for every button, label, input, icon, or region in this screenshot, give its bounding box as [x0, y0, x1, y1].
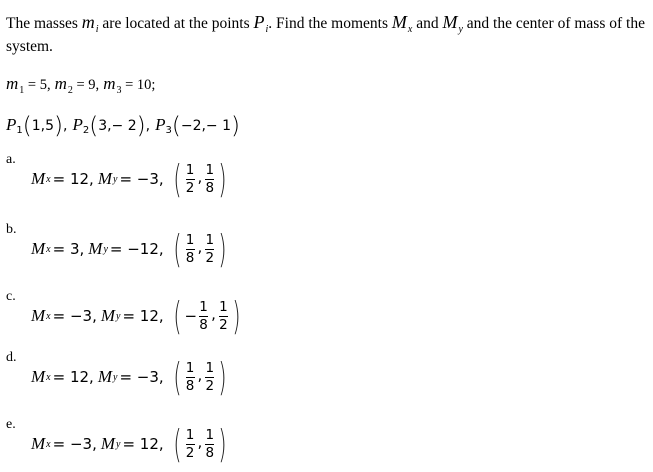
option-letter: d.	[6, 350, 17, 365]
my-value: = −3,	[119, 368, 164, 386]
mass-sub: 2	[67, 85, 73, 96]
paren-right: )	[232, 294, 241, 338]
paren-right: )	[54, 113, 63, 139]
fraction-y	[205, 163, 214, 196]
my-value: = −3,	[119, 170, 164, 188]
point-sub: 3	[165, 125, 172, 136]
frac-num: 1	[185, 231, 195, 248]
paren-right: )	[218, 227, 227, 271]
sub-y: y	[458, 24, 463, 35]
frac-num: 1	[185, 426, 195, 443]
paren-left: (	[173, 227, 182, 271]
mass-var: m	[6, 74, 19, 93]
paren-right: )	[218, 422, 227, 466]
center-of-mass	[170, 227, 230, 271]
my-sub: y	[103, 243, 108, 255]
center-of-mass	[170, 157, 230, 201]
masses-line	[6, 74, 159, 96]
frac-den: 2	[205, 249, 215, 266]
mx-value: = −3,	[52, 307, 97, 325]
question-text: and	[416, 15, 439, 32]
paren-right: )	[218, 157, 227, 201]
frac-num: 1	[205, 426, 215, 443]
option-letter: e.	[6, 417, 16, 432]
point-coords: −2,− 1	[180, 118, 232, 134]
frac-num: 1	[219, 298, 228, 315]
my-value: = 12,	[122, 435, 164, 453]
var-my: M	[442, 12, 458, 32]
mx-sub: x	[46, 371, 51, 383]
question-line-2: system.	[6, 38, 53, 55]
point-coords: 1,5	[31, 118, 55, 134]
comma: ,	[197, 168, 203, 186]
frac-den: 2	[219, 316, 228, 333]
mx-var: M	[31, 434, 46, 453]
frac-den: 8	[205, 444, 215, 461]
frac-den: 8	[185, 249, 195, 266]
var-p: P	[253, 12, 265, 32]
my-sub: y	[116, 310, 121, 322]
my-value: = 12,	[122, 307, 164, 325]
point-sep: ,	[145, 118, 151, 134]
question-line-1	[6, 12, 645, 35]
my-var: M	[97, 169, 112, 188]
fraction-y	[205, 428, 214, 461]
points-line	[6, 113, 245, 139]
question-text: . Find the moments	[268, 15, 388, 32]
point-sub: 1	[16, 125, 23, 136]
frac-den: 2	[185, 179, 195, 196]
frac-den: 8	[185, 377, 195, 394]
mx-var: M	[31, 239, 46, 258]
mx-var: M	[31, 306, 46, 325]
question-text: are located at the points	[102, 15, 250, 32]
mx-var: M	[31, 367, 46, 386]
my-var: M	[100, 434, 116, 453]
mx-value: = 3,	[52, 240, 85, 258]
var-mx: M	[391, 12, 407, 32]
mass-value: = 5,	[24, 77, 51, 93]
mass-sub: 3	[116, 85, 122, 96]
my-sub: y	[113, 173, 118, 185]
var-m: m	[81, 12, 95, 32]
mx-var: M	[31, 169, 46, 188]
fraction-x	[186, 428, 195, 461]
option-e-answer[interactable]	[31, 422, 230, 466]
paren-left: (	[22, 113, 32, 139]
my-value: = −12,	[109, 240, 164, 258]
mass-var: m	[103, 74, 116, 93]
frac-sign: −	[184, 307, 198, 325]
frac-num: 1	[199, 298, 208, 315]
option-c-answer[interactable]	[31, 294, 244, 338]
frac-num: 1	[185, 359, 195, 376]
option-letter: a.	[6, 152, 16, 167]
option-d-answer[interactable]	[31, 355, 230, 399]
frac-den: 8	[205, 179, 215, 196]
center-of-mass	[170, 422, 230, 466]
paren-left: (	[173, 355, 182, 399]
mx-sub: x	[46, 173, 51, 185]
mx-sub: x	[46, 438, 51, 450]
option-letter: b.	[6, 222, 17, 237]
frac-den: 8	[199, 316, 208, 333]
fraction-y	[219, 300, 228, 333]
paren-right: )	[218, 355, 227, 399]
fraction-x	[186, 233, 195, 266]
question-text: and the center of mass of the	[466, 15, 645, 32]
mx-value: = 12,	[52, 170, 94, 188]
my-sub: y	[116, 438, 121, 450]
my-var: M	[100, 306, 116, 325]
paren-right: )	[136, 113, 146, 139]
mass-value: = 9,	[72, 77, 100, 93]
frac-den: 2	[205, 377, 215, 394]
fraction-x	[186, 361, 195, 394]
comma: ,	[197, 433, 203, 451]
sub-i: i	[265, 24, 269, 35]
point-var: P	[155, 115, 166, 134]
frac-num: 1	[185, 161, 195, 178]
paren-right: )	[231, 113, 241, 139]
point-var: P	[6, 115, 17, 134]
mass-var: m	[54, 74, 67, 93]
point-var: P	[72, 115, 83, 134]
comma: ,	[197, 366, 203, 384]
my-var: M	[88, 239, 103, 258]
center-of-mass	[170, 355, 230, 399]
paren-left: (	[173, 157, 182, 201]
mx-value: = 12,	[52, 368, 94, 386]
mx-sub: x	[46, 310, 51, 322]
fraction-y	[205, 361, 214, 394]
frac-num: 1	[205, 231, 215, 248]
fraction-x	[186, 163, 195, 196]
option-b-answer[interactable]	[31, 227, 230, 271]
fraction-x	[199, 300, 208, 333]
frac-num: 1	[205, 161, 215, 178]
paren-left: (	[173, 294, 182, 338]
paren-left: (	[173, 422, 182, 466]
sub-i: i	[95, 24, 99, 35]
fraction-y	[205, 233, 214, 266]
sub-x: x	[407, 24, 413, 35]
point-sep: ,	[63, 118, 68, 134]
frac-den: 2	[185, 444, 195, 461]
comma: ,	[211, 305, 216, 323]
comma: ,	[197, 238, 203, 256]
my-sub: y	[113, 371, 118, 383]
paren-left: (	[89, 113, 99, 139]
paren-left: (	[171, 113, 181, 139]
frac-num: 1	[205, 359, 215, 376]
my-var: M	[97, 367, 112, 386]
question-text: The masses	[6, 15, 78, 32]
mass-sub: 1	[19, 85, 25, 96]
mass-value: = 10;	[121, 77, 156, 93]
point-coords: 3,− 2	[98, 118, 137, 134]
mx-value: = −3,	[52, 435, 97, 453]
mx-sub: x	[46, 243, 51, 255]
option-letter: c.	[6, 289, 16, 304]
point-sub: 2	[82, 125, 90, 136]
option-a-answer[interactable]	[31, 157, 230, 201]
center-of-mass	[170, 294, 244, 338]
